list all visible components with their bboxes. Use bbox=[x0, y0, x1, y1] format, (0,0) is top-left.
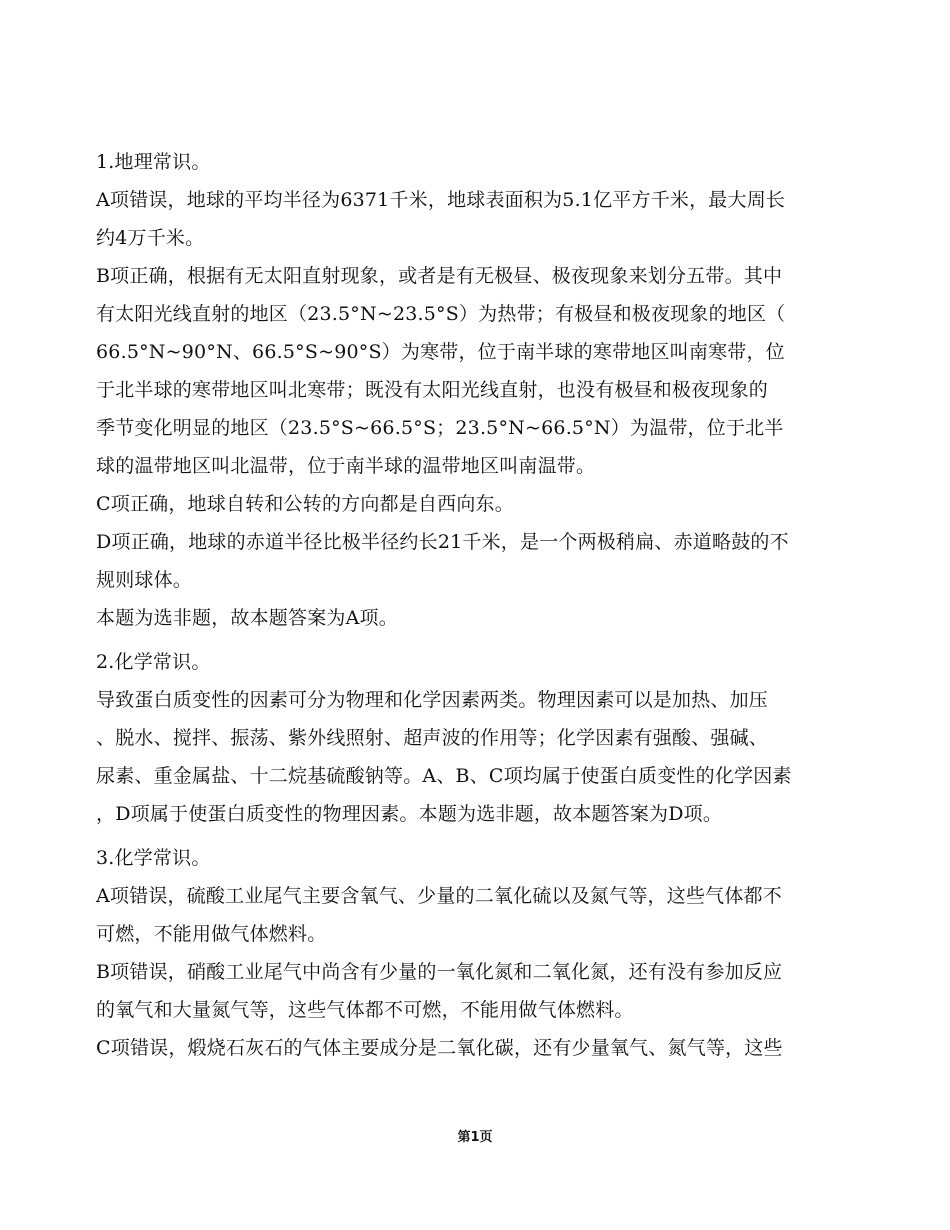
section-1-paragraph-a: A项错误，地球的平均半径为6371千米，地球表面积为5.1亿平方千米，最大周长 约4万千米。 bbox=[96, 189, 786, 249]
section-1-heading: 1.地理常识。 bbox=[96, 151, 211, 173]
page-number: 第1页 bbox=[457, 1130, 493, 1145]
section-1-paragraph-b: B项正确，根据有无太阳直射现象，或者是有无极昼、极夜现象来划分五带。其中 有太阳光线直射的地区（23.5°N~23.5°S）为热带；有极昼和极夜现象的地区（ 66.5°N~90°N、66.5°S~90°S）为寒带，位于南半球的寒带地区叫南寒带，位 于北半球的寒带地区叫北寒带；既没有太阳光线直射，也没有极昼和极夜现象的 季节变化明显的地区（23.5°S~66.5°S；23.5°N~66.5°N）为温带，位于北半 球的温带地区叫北温带，位于南半球的温带地区叫南温带。 bbox=[96, 265, 786, 477]
section-3-paragraph-b: B项错误，硝酸工业尾气中尚含有少量的一氧化氮和二氧化氮，还有没有参加反应 的氧气和大量氮气等，这些气体都不可燃，不能用做气体燃料。 bbox=[96, 961, 783, 1021]
section-3-heading: 3.化学常识。 bbox=[96, 847, 211, 869]
section-1-paragraph-c: C项正确，地球自转和公转的方向都是自西向东。 bbox=[96, 493, 514, 515]
section-2-heading: 2.化学常识。 bbox=[96, 651, 211, 673]
section-2-paragraph: 导致蛋白质变性的因素可分为物理和化学因素两类。物理因素可以是加热、加压 、脱水、搅拌、振荡、紫外线照射、超声波的作用等；化学因素有强酸、强碱、 尿素、重金属盐、十二烷基硫酸钠等。A、B、C项均属于使蛋白质变性的化学因素 ，D项属于使蛋白质变性的物理因素。本题为选非题，故本题答案为D项。 bbox=[96, 689, 792, 825]
document-body bbox=[96, 143, 872, 1067]
section-3-paragraph-c: C项错误，煅烧石灰石的气体主要成分是二氧化碳，还有少量氧气、氮气等，这些 bbox=[96, 1037, 783, 1059]
section-3-paragraph-a: A项错误，硫酸工业尾气主要含氧气、少量的二氧化硫以及氮气等，这些气体都不 可燃，不能用做气体燃料。 bbox=[96, 885, 782, 945]
section-1-paragraph-d: D项正确，地球的赤道半径比极半径约长21千米，是一个两极稍扁、赤道略鼓的不 规则球体。 bbox=[96, 531, 789, 591]
section-1-answer: 本题为选非题，故本题答案为A项。 bbox=[96, 607, 398, 629]
